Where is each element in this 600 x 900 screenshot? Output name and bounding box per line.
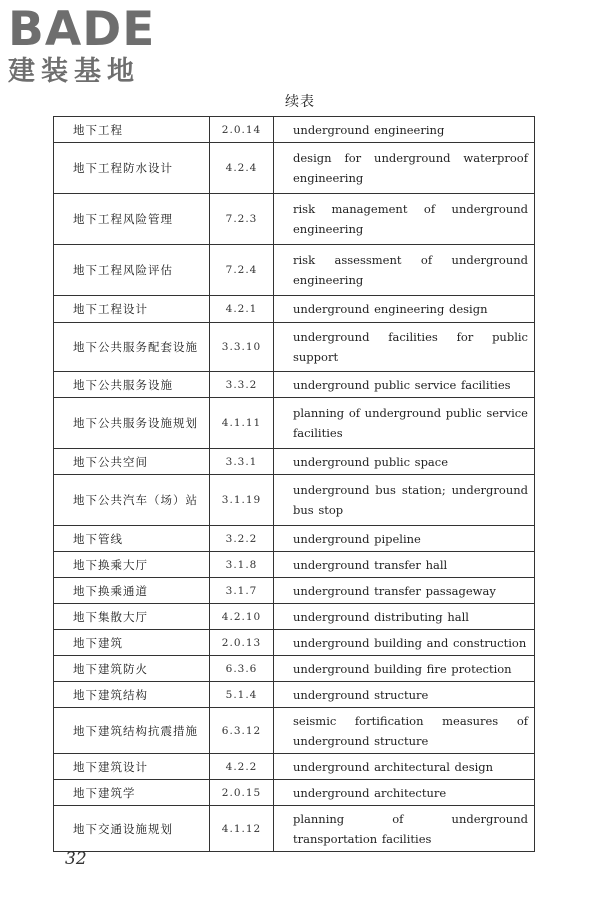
english-term: underground transfer passageway — [274, 578, 535, 604]
clause-number: 4.2.4 — [210, 143, 274, 194]
english-term: risk management of underground engineering — [274, 194, 535, 245]
english-term: underground structure — [274, 682, 535, 708]
table-row — [54, 296, 535, 323]
table-row — [54, 143, 535, 194]
chinese-term: 地下建筑结构 — [54, 682, 210, 708]
table-row — [54, 475, 535, 526]
clause-number: 2.0.14 — [210, 117, 274, 143]
chinese-term: 地下建筑防火 — [54, 656, 210, 682]
table-row — [54, 323, 535, 372]
table-row — [54, 245, 535, 296]
chinese-term: 地下工程设计 — [54, 296, 210, 323]
table-row — [54, 552, 535, 578]
clause-number: 3.1.7 — [210, 578, 274, 604]
table-row — [54, 578, 535, 604]
english-term: design for underground waterproof engineering — [274, 143, 535, 194]
english-term: risk assessment of underground engineering — [274, 245, 535, 296]
chinese-term: 地下工程防水设计 — [54, 143, 210, 194]
chinese-term: 地下建筑 — [54, 630, 210, 656]
english-term: underground building and construction — [274, 630, 535, 656]
terms-table — [53, 116, 535, 852]
continued-table-title: 续表 — [285, 94, 315, 110]
table-row — [54, 117, 535, 143]
chinese-term: 地下建筑学 — [54, 780, 210, 806]
logo-mark: BADE — [8, 2, 156, 57]
table-row — [54, 194, 535, 245]
clause-number: 3.3.2 — [210, 372, 274, 398]
table-row — [54, 372, 535, 398]
clause-number: 5.1.4 — [210, 682, 274, 708]
english-term: underground public space — [274, 449, 535, 475]
chinese-term: 地下工程 — [54, 117, 210, 143]
chinese-term: 地下公共空间 — [54, 449, 210, 475]
table-row — [54, 398, 535, 449]
table-row — [54, 630, 535, 656]
chinese-term: 地下工程风险评估 — [54, 245, 210, 296]
table-row — [54, 780, 535, 806]
chinese-term: 地下交通设施规划 — [54, 806, 210, 852]
clause-number: 4.1.12 — [210, 806, 274, 852]
clause-number: 4.2.2 — [210, 754, 274, 780]
english-term: underground architecture — [274, 780, 535, 806]
chinese-term: 地下公共汽车（场）站 — [54, 475, 210, 526]
chinese-term: 地下换乘通道 — [54, 578, 210, 604]
clause-number: 4.1.11 — [210, 398, 274, 449]
chinese-term: 地下换乘大厅 — [54, 552, 210, 578]
clause-number: 4.2.10 — [210, 604, 274, 630]
chinese-term: 地下集散大厅 — [54, 604, 210, 630]
english-term: underground engineering — [274, 117, 535, 143]
english-term: underground facilities for public support — [274, 323, 535, 372]
chinese-term: 地下工程风险管理 — [54, 194, 210, 245]
table-row — [54, 449, 535, 475]
clause-number: 4.2.1 — [210, 296, 274, 323]
english-term: underground distributing hall — [274, 604, 535, 630]
chinese-term: 地下建筑设计 — [54, 754, 210, 780]
clause-number: 6.3.6 — [210, 656, 274, 682]
clause-number: 3.2.2 — [210, 526, 274, 552]
clause-number: 3.3.10 — [210, 323, 274, 372]
clause-number: 2.0.15 — [210, 780, 274, 806]
table-row — [54, 526, 535, 552]
table-row — [54, 708, 535, 754]
english-term: underground transfer hall — [274, 552, 535, 578]
page-number: 32 — [65, 849, 87, 869]
english-term: underground architectural design — [274, 754, 535, 780]
bade-logo — [8, 2, 178, 90]
table-row — [54, 682, 535, 708]
clause-number: 6.3.12 — [210, 708, 274, 754]
clause-number: 7.2.4 — [210, 245, 274, 296]
clause-number: 2.0.13 — [210, 630, 274, 656]
chinese-term: 地下建筑结构抗震措施 — [54, 708, 210, 754]
english-term: underground public service facilities — [274, 372, 535, 398]
table-row — [54, 754, 535, 780]
english-term: underground building fire protection — [274, 656, 535, 682]
clause-number: 3.3.1 — [210, 449, 274, 475]
clause-number: 7.2.3 — [210, 194, 274, 245]
english-term: underground pipeline — [274, 526, 535, 552]
chinese-term: 地下管线 — [54, 526, 210, 552]
english-term: underground engineering design — [274, 296, 535, 323]
logo-subtitle: 建装基地 — [8, 56, 140, 87]
english-term: underground bus station; underground bus stop — [274, 475, 535, 526]
table-row — [54, 806, 535, 852]
clause-number: 3.1.8 — [210, 552, 274, 578]
clause-number: 3.1.19 — [210, 475, 274, 526]
chinese-term: 地下公共服务设施 — [54, 372, 210, 398]
english-term: planning of underground public service facilities — [274, 398, 535, 449]
table-row — [54, 604, 535, 630]
chinese-term: 地下公共服务设施规划 — [54, 398, 210, 449]
english-term: planning of underground transportation facilities — [274, 806, 535, 852]
table-row — [54, 656, 535, 682]
english-term: seismic fortification measures of underground structure — [274, 708, 535, 754]
chinese-term: 地下公共服务配套设施 — [54, 323, 210, 372]
